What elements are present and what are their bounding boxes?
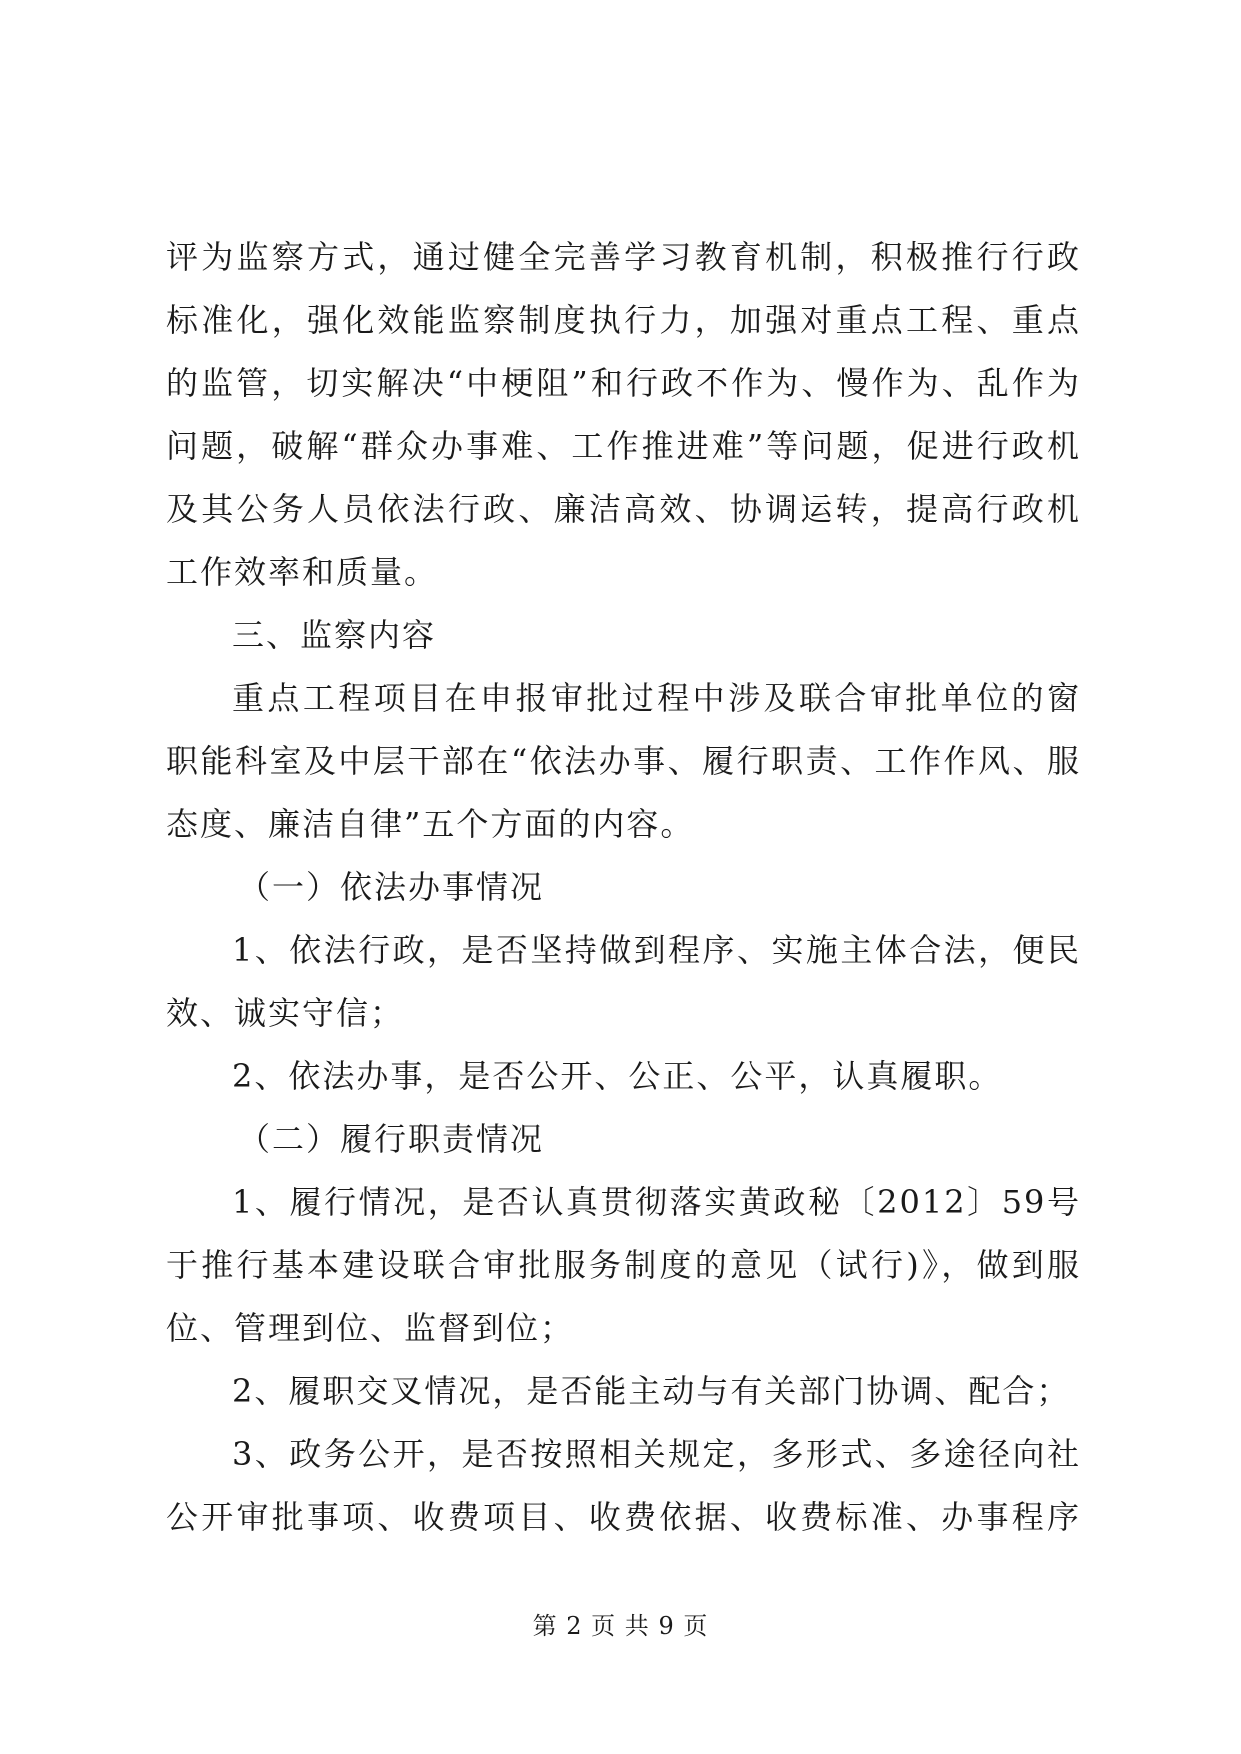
- subsection-heading: （一）依法办事情况: [238, 868, 545, 906]
- paragraph-line: 问题，破解“群众办事难、工作推进难”等问题，促进行政机: [166, 427, 1081, 465]
- list-item-line: 1、履行情况，是否认真贯彻落实黄政秘〔2012〕59号: [232, 1183, 1081, 1221]
- paragraph-line: 工作效率和质量。: [166, 553, 439, 591]
- paragraph-line: 评为监察方式，通过健全完善学习教育机制，积极推行行政: [166, 238, 1081, 276]
- list-item-line: 1、依法行政，是否坚持做到程序、实施主体合法，便民: [232, 931, 1081, 969]
- paragraph-line: 态度、廉洁自律”五个方面的内容。: [166, 805, 695, 843]
- paragraph-line: 职能科室及中层干部在“依法办事、履行职责、工作作风、服: [166, 742, 1081, 780]
- page-footer: 第 2 页 共 9 页: [532, 1612, 709, 1640]
- document-body: [166, 226, 1081, 1549]
- list-item-line: 位、管理到位、监督到位；: [166, 1309, 575, 1347]
- list-item-line: 3、政务公开，是否按照相关规定，多形式、多途径向社: [232, 1435, 1081, 1473]
- list-item-line: 于推行基本建设联合审批服务制度的意见（试行)》，做到服: [166, 1246, 1081, 1284]
- paragraph-line: 的监管，切实解决“中梗阻”和行政不作为、慢作为、乱作为: [166, 364, 1081, 402]
- paragraph-line: 及其公务人员依法行政、廉洁高效、协调运转，提高行政机: [166, 490, 1081, 528]
- paragraph-line: 重点工程项目在申报审批过程中涉及联合审批单位的窗: [232, 679, 1081, 717]
- list-item-line: 2、履职交叉情况，是否能主动与有关部门协调、配合；: [232, 1372, 1071, 1410]
- section-heading: 三、监察内容: [232, 616, 437, 654]
- subsection-heading: （二）履行职责情况: [238, 1120, 545, 1158]
- list-item-line: 2、依法办事，是否公开、公正、公平，认真履职。: [232, 1057, 1003, 1095]
- list-item-line: 公开审批事项、收费项目、收费依据、收费标准、办事程序: [166, 1498, 1081, 1536]
- list-item-line: 效、诚实守信；: [166, 994, 405, 1032]
- paragraph-line: 标准化，强化效能监察制度执行力，加强对重点工程、重点: [166, 301, 1081, 339]
